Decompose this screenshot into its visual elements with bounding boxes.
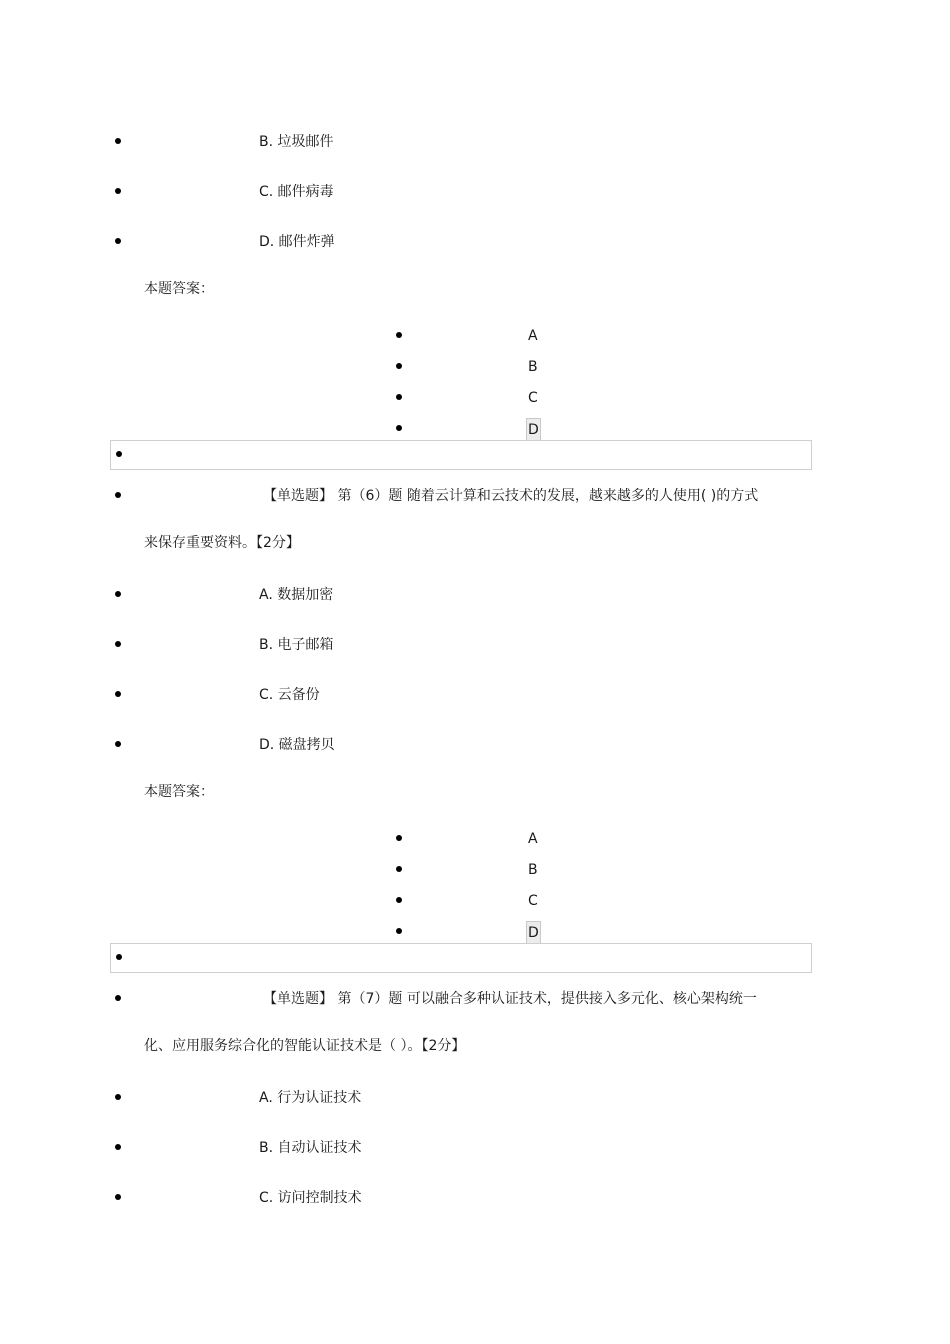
question-text: 可以融合多种认证技术，提供接入多元化、核心架构统一 (406, 991, 757, 1007)
question-7-continuation (0, 1035, 950, 1057)
option-label: A. 数据加密 (259, 587, 334, 603)
option-label: C. 云备份 (259, 687, 320, 703)
option-item[interactable] (0, 231, 950, 253)
bullet-icon (115, 1194, 123, 1202)
bullet-icon (115, 641, 123, 649)
answer-choice-d[interactable] (0, 921, 950, 943)
question-text-line2: 化、应用服务综合化的智能认证技术是（ ）。【2分】 (144, 1038, 466, 1054)
answer-label: 本题答案： (144, 784, 214, 800)
option-item[interactable] (0, 634, 950, 656)
question-separator (110, 943, 812, 973)
option-label: B. 垃圾邮件 (259, 134, 334, 150)
question-6-line1 (263, 485, 758, 507)
question-6-continuation (0, 532, 950, 554)
bullet-icon (396, 866, 404, 874)
bullet-icon (115, 238, 123, 246)
option-label: D. 磁盘拷贝 (259, 737, 335, 753)
option-label: C. 访问控制技术 (259, 1190, 362, 1206)
bullet-icon (115, 1094, 123, 1102)
question-type-tag: 【单选题】 (263, 488, 333, 504)
question-6-header (0, 485, 950, 507)
question-type-tag: 【单选题】 (263, 991, 333, 1007)
bullet-icon (115, 995, 123, 1003)
question-7-header (0, 988, 950, 1010)
question-number: 第（7）题 (337, 991, 403, 1007)
option-label: C. 邮件病毒 (259, 184, 334, 200)
option-item[interactable] (0, 1137, 950, 1159)
bullet-icon (396, 835, 404, 843)
option-item[interactable] (0, 181, 950, 203)
bullet-icon (115, 591, 123, 599)
question-text-line2: 来保存重要资料。【2分】 (144, 535, 300, 551)
bullet-icon (116, 451, 124, 459)
bullet-icon (396, 928, 404, 936)
answer-label: 本题答案： (144, 281, 214, 297)
answer-choice-label: A (528, 328, 538, 344)
answer-choice-label: B (528, 862, 538, 878)
bullet-icon (396, 363, 404, 371)
bullet-icon (115, 138, 123, 146)
bullet-icon (396, 897, 404, 905)
option-item[interactable] (0, 1087, 950, 1109)
option-item[interactable] (0, 734, 950, 756)
answer-choice-label: B (528, 359, 538, 375)
bullet-icon (116, 954, 124, 962)
answer-section (0, 278, 950, 300)
question-7-line1 (263, 988, 757, 1010)
answer-choice-label-selected: D (526, 921, 541, 945)
answer-choice-label: A (528, 831, 538, 847)
answer-choice-label-selected: D (526, 418, 541, 442)
bullet-icon (115, 1144, 123, 1152)
option-label: B. 自动认证技术 (259, 1140, 362, 1156)
bullet-icon (115, 188, 123, 196)
answer-choice-d[interactable] (0, 418, 950, 440)
question-number: 第（6）题 (337, 488, 403, 504)
bullet-icon (396, 332, 404, 340)
option-label: D. 邮件炸弹 (259, 234, 335, 250)
bullet-icon (115, 741, 123, 749)
answer-choice-c[interactable] (0, 387, 950, 409)
answer-choice-label: C (528, 893, 538, 909)
question-text: 随着云计算和云技术的发展，越来越多的人使用( )的方式 (406, 488, 759, 504)
answer-choice-b[interactable] (0, 859, 950, 881)
bullet-icon (115, 691, 123, 699)
bullet-icon (115, 492, 123, 500)
bullet-icon (396, 394, 404, 402)
question-separator (110, 440, 812, 470)
answer-choice-b[interactable] (0, 356, 950, 378)
answer-choice-a[interactable] (0, 325, 950, 347)
option-label: B. 电子邮箱 (259, 637, 334, 653)
answer-choice-a[interactable] (0, 828, 950, 850)
answer-choice-label: C (528, 390, 538, 406)
option-item[interactable] (0, 584, 950, 606)
option-item[interactable] (0, 1187, 950, 1209)
bullet-icon (396, 425, 404, 433)
answer-section (0, 781, 950, 803)
option-item[interactable] (0, 684, 950, 706)
option-label: A. 行为认证技术 (259, 1090, 362, 1106)
answer-choice-c[interactable] (0, 890, 950, 912)
option-item[interactable] (0, 131, 950, 153)
